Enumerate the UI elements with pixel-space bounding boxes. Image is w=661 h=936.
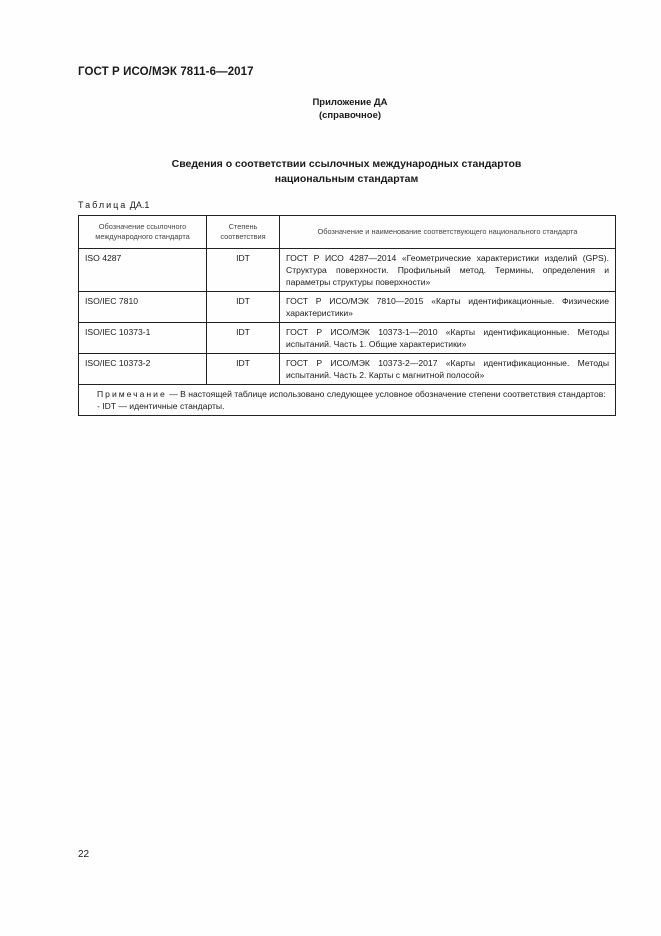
header-ref-line1: Обозначение ссылочного [98,221,187,231]
section-title [78,157,615,187]
header-ref-standard [79,216,207,249]
cell-ref-standard: ISO 4287 [79,249,207,292]
table-caption [78,200,149,210]
table-row [79,354,616,385]
cell-ref-standard: ISO/IEC 7810 [79,292,207,323]
cell-ref-standard: ISO/IEC 10373-2 [79,354,207,385]
appendix-subtitle: (справочное) [318,110,382,121]
table-row [79,292,616,323]
note-text [85,388,609,400]
correspondence-table [78,215,616,416]
cell-national-standard: ГОСТ Р ИСО 4287—2014 «Геометрические характеристики изделий (GPS). Структура поверхности. Профильный метод. Термины, определения и параметры структуры поверхности» [280,249,616,292]
header-degree-line2: соответствия [220,232,266,241]
document-code: ГОСТ Р ИСО/МЭК 7811-6—2017 [78,66,254,78]
cell-degree: IDT [207,292,280,323]
table-caption-number: ДА.1 [127,200,150,210]
note-body: — В настоящей таблице использовано следующее условное обозначение степени соответствия стандартов: [166,389,606,399]
cell-degree: IDT [207,323,280,354]
appendix-heading [0,96,661,122]
table-caption-prefix: Таблица [78,200,128,210]
cell-national-standard: ГОСТ Р ИСО/МЭК 10373-2—2017 «Карты идентификационные. Методы испытаний. Часть 2. Карты с магнитной полосой» [280,354,616,385]
note-label: Примечание [97,389,167,399]
cell-ref-standard: ISO/IEC 10373-1 [79,323,207,354]
header-degree-line1: Степень [228,221,258,231]
section-title-line2: национальным стандартам [274,173,419,185]
table-header-row [79,216,616,249]
cell-degree: IDT [207,354,280,385]
header-national-standard: Обозначение и наименование соответствующего национального стандарта [280,216,616,249]
table-note [79,385,616,416]
header-degree [207,216,280,249]
table-note-row [79,385,616,416]
header-ref-line2: международного стандарта [95,232,190,241]
note-bullet: - IDT — идентичные стандарты. [97,401,225,411]
cell-national-standard: ГОСТ Р ИСО/МЭК 7810—2015 «Карты идентификационные. Физические характеристики» [280,292,616,323]
table-row [79,249,616,292]
table-row [79,323,616,354]
section-title-line1: Сведения о соответствии ссылочных международных стандартов [171,158,522,170]
appendix-title: Приложение ДА [312,97,388,108]
cell-degree: IDT [207,249,280,292]
page-number: 22 [78,849,90,860]
cell-national-standard: ГОСТ Р ИСО/МЭК 10373-1—2010 «Карты идентификационные. Методы испытаний. Часть 1. Общие характеристики» [280,323,616,354]
